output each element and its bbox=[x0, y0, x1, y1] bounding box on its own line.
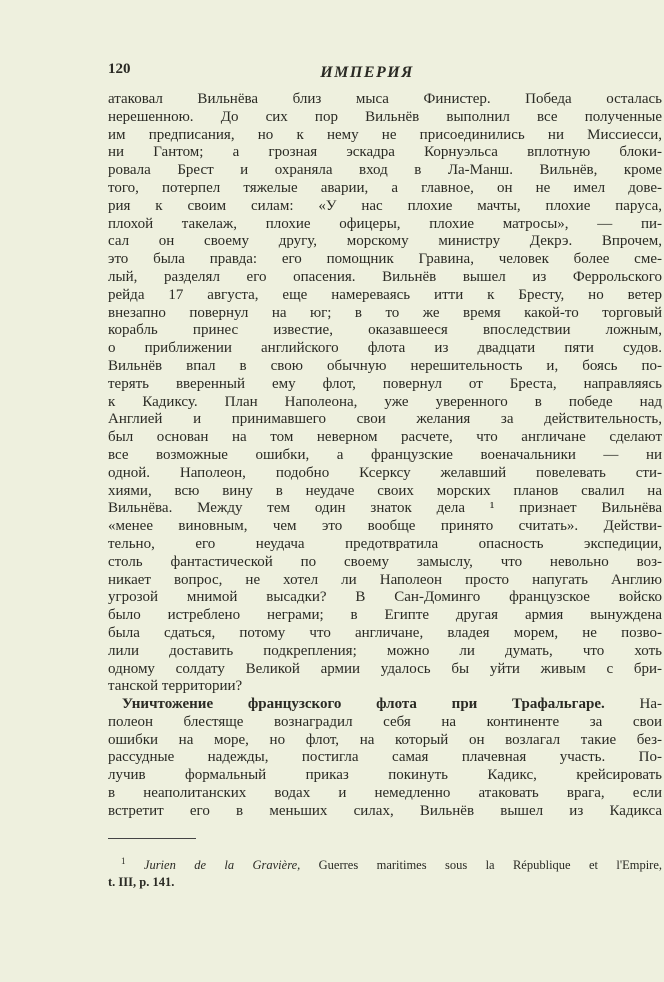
text-line: рассудные надежды, постигла самая плачевная участь. По- bbox=[108, 749, 662, 766]
footnote-marker: 1 bbox=[121, 855, 126, 866]
text-line: встретит его в меньших силах, Вильнёв вышел из Кадикса bbox=[108, 802, 662, 819]
text-line: угрозой мнимой высадки? В Сан-Доминго французское войско bbox=[108, 589, 662, 606]
text-line: внезапно повернул на юг; в то же время какой-то торговый bbox=[108, 304, 662, 321]
text-line: была сдаться, потому что англичане, владея морем, не позво- bbox=[108, 624, 662, 641]
text-line: одной. Наполеон, подобно Ксерксу желавший повелевать сти- bbox=[108, 464, 662, 481]
text-line: в неаполитанских водах и немедленно атаковать врага, если bbox=[108, 785, 662, 802]
text-line: сал он своему другу, морскому министру Декрэ. Впрочем, bbox=[108, 233, 662, 250]
text-line: ни Гантом; а грозная эскадра Корнуэльса вплотную блоки- bbox=[108, 144, 662, 161]
text-line: тельно, его неудача предотвратила опасность экспедиции, bbox=[108, 535, 662, 552]
footnote-reference: t. III, p. 141. bbox=[108, 875, 175, 889]
text-line: лили доставить подкрепления; можно ли думать, что хоть bbox=[108, 642, 662, 659]
text-line: Англией и принимавшего свои желания за действительность, bbox=[108, 411, 662, 428]
text-line: «менее виновным, чем это вообще принято считать». Действи- bbox=[108, 518, 662, 535]
text-line: полеон блестяще вознаградил себя на континенте за свои bbox=[108, 713, 662, 730]
text-line: плохой такелаж, плохие офицеры, плохие матросы», — пи- bbox=[108, 215, 662, 232]
page-number: 120 bbox=[108, 61, 131, 77]
footnote-author: Jurien de la Gravière, bbox=[143, 858, 301, 872]
section-heading-line bbox=[108, 696, 662, 714]
text-line: Вильнёва. Между тем один знаток дела ¹ признает Вильнёва bbox=[108, 500, 662, 517]
text-line: того, потерпел тяжелые аварии, а главное, он не имел дове- bbox=[108, 179, 662, 196]
text-line: атаковал Вильнёва близ мыса Финистер. Победа осталась bbox=[108, 91, 662, 107]
text-line: рейда 17 августа, еще намереваясь итти к Бресту, но ветер bbox=[108, 286, 662, 303]
text-line: нерешенною. До сих пор Вильнёв выполнил все полученные bbox=[108, 108, 662, 125]
text-line: одному солдату Великой армии удалось бы уйти живым с бри- bbox=[108, 660, 662, 677]
text-line: лый, разделял его опасения. Вильнёв вышел из Феррольского bbox=[108, 268, 662, 285]
footnote-divider bbox=[108, 838, 196, 839]
running-title: ИМПЕРИЯ bbox=[320, 64, 414, 81]
text-line: рия к своим силам: «У нас плохие мачты, плохие паруса, bbox=[108, 197, 662, 214]
text-line: танской территории? bbox=[108, 678, 243, 695]
text-line: хиями, всю вину в неудаче своих морских планов свалил на bbox=[108, 482, 662, 499]
text-line: им предписания, но к нему не присоединились ни Миссиесси, bbox=[108, 126, 662, 143]
text-line: ровала Брест и охраняла вход в Ла-Манш. Вильнёв, кроме bbox=[108, 162, 662, 179]
text-line: все возможные ошибки, а французские военачальники — ни bbox=[108, 446, 662, 463]
text-line: был основан на том неверном расчете, что англичане сделают bbox=[108, 429, 662, 446]
text-line: к Кадиксу. План Наполеона, уже уверенного в победе над bbox=[108, 393, 662, 410]
text-line: терять вверенный ему флот, повернул от Бреста, направляясь bbox=[108, 375, 662, 392]
text-line: никает вопрос, не хотел ли Наполеон просто напугать Англию bbox=[108, 571, 662, 588]
text-fragment: На- bbox=[639, 696, 662, 713]
text-line: корабль принес известие, оказавшееся впоследствии ложным, bbox=[108, 322, 662, 339]
text-line: это была правда: его помощник Гравина, человек более сме- bbox=[108, 251, 662, 268]
text-line: ошибки на море, но флот, на который он возлагал такие без- bbox=[108, 731, 662, 748]
text-line: Вильнёв впал в свою обычную нерешительность и, боясь по- bbox=[108, 357, 662, 374]
text-line: лучив формальный приказ покинуть Кадикс, крейсировать bbox=[108, 767, 662, 784]
footnote-title: Guerres maritimes sous la République et l'Empire, bbox=[318, 858, 663, 872]
text-line: столь фантастической по своему замыслу, что невольно воз- bbox=[108, 553, 662, 570]
section-heading: Уничтожение французского флота при Трафальгаре. bbox=[122, 696, 605, 713]
body-text bbox=[108, 91, 662, 821]
footnote bbox=[108, 857, 662, 891]
text-line: было истреблено неграми; в Египте другая армия вынуждена bbox=[108, 607, 662, 624]
text-line: о приближении английского флота из двадцати пяти судов. bbox=[108, 340, 662, 357]
